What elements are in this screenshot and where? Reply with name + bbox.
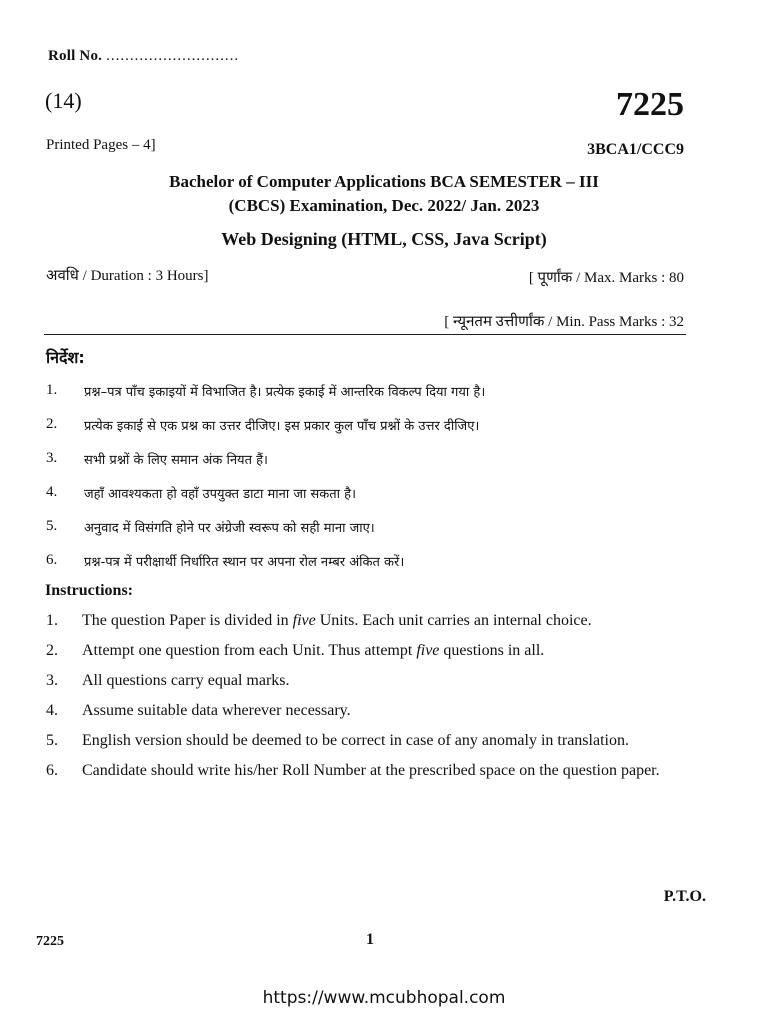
roll-number-field	[48, 48, 239, 65]
page-number: 1	[366, 931, 374, 948]
list-item: 5. अनुवाद में विसंगति होने पर अंग्रेजी स्वरूप को सही माना जाए।	[46, 518, 375, 536]
max-marks: [ पूर्णांक / Max. Marks : 80	[528, 270, 684, 286]
divider	[44, 334, 686, 335]
english-instructions-list	[46, 608, 706, 788]
list-item: 6. प्रश्न-पत्र में परीक्षार्थी निर्धारित स्थान पर अपना रोल नम्बर अंकित करें।	[46, 552, 405, 570]
source-url-link[interactable]: https://www.mcubhopal.com	[262, 988, 506, 1008]
duration: अवधि / Duration : 3 Hours]	[46, 268, 209, 284]
exam-title-line2: (CBCS) Examination, Dec. 2022/ Jan. 2023	[228, 196, 540, 215]
subject-title: Web Designing (HTML, CSS, Java Script)	[221, 229, 547, 249]
hindi-instructions-list	[46, 382, 706, 586]
list-item: 1. The question Paper is divided in five Units. Each unit carries an internal choice.	[46, 612, 592, 629]
hindi-instructions-heading: निर्देश:	[46, 348, 85, 367]
roll-number-label: Roll No.	[48, 48, 103, 64]
list-item: 1. प्रश्न–पत्र पाँच इकाइयों में विभाजित है। प्रत्येक इकाई में आन्तरिक विकल्प दिया गया है।	[46, 382, 486, 400]
english-instructions-heading: Instructions:	[45, 582, 134, 599]
list-item: 2. Attempt one question from each Unit. Thus attempt five questions in all.	[46, 642, 545, 659]
printed-pages: Printed Pages – 4]	[46, 137, 156, 153]
exam-title-line1: Bachelor of Computer Applications BCA SEMESTER – III	[169, 172, 599, 191]
paper-code: 7225	[616, 86, 684, 123]
please-turn-over: P.T.O.	[663, 888, 706, 905]
min-pass-marks: [ न्यूनतम उत्तीर्णांक / Min. Pass Marks : 32	[444, 314, 684, 330]
list-item: 3. सभी प्रश्नों के लिए समान अंक नियत हैं।	[46, 450, 268, 468]
roll-number-blank: ............................	[106, 48, 240, 64]
set-number: (14)	[45, 88, 82, 113]
footer-paper-code: 7225	[36, 934, 64, 949]
list-item: 4. जहाँ आवश्यकता हो वहाँ उपयुक्त डाटा माना जा सकता है।	[46, 484, 356, 502]
subject-code: 3BCA1/CCC9	[587, 141, 684, 158]
list-item: 2. प्रत्येक इकाई से एक प्रश्न का उत्तर दीजिए। इस प्रकार कुल पाँच प्रश्नों के उत्तर दीजिए।	[46, 416, 480, 434]
list-item: 5. English version should be deemed to be correct in case of any anomaly in translation.	[46, 732, 629, 749]
list-item: 6. Candidate should write his/her Roll Number at the prescribed space on the question paper.	[46, 762, 660, 779]
list-item: 4. Assume suitable data wherever necessary.	[46, 702, 351, 719]
list-item: 3. All questions carry equal marks.	[46, 672, 290, 689]
